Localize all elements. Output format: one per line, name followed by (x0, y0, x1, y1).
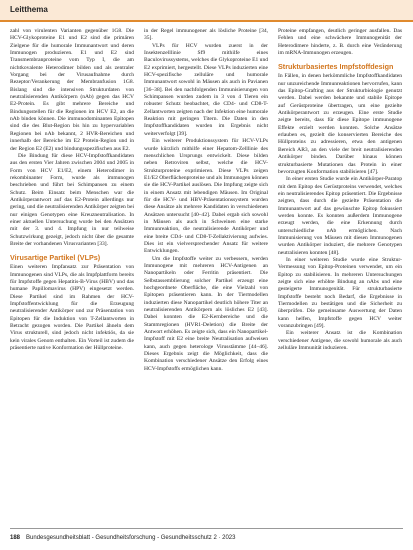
paragraph: zahl von virulenten Varianten gegenüber 1G8. Die HCV-Glykoproteine E1 und E2 sind die primären Zielgene für die humorale Immunantwort und deren Immunogen produzieren. E1 und E2 sind Transmembranproteine vom Typ I, die am nichtkovalente Heterodimer bilden und als zentraler Vorgang bei der Virusaufnahme durch Rezeptor/Verankerung der Membranfusion 1G8. Bislang sind die intensiven Strukturdaten von neutralisierenden Antikörpern (nAb) gegen das HCV E2-Protein. Es gibt mehrere Bereiche und Bindungsstellen für die Regionen im HCV E2, an die nAb binden können. Die immunodominanten Epitopen sind die des Blut-Region bis hin zu hypervariablen Regionen bei nAb bekannt, 2 HVR-Bereichen und innerhalb der Bereiche im E2 Protein-Region und in der Region E2 (E2) und bindungsspezifischen aus E2. (10, 28, 134, 152)
section-label: Leitthema (10, 5, 48, 14)
paragraph: Die Bindung für diese HCV-Impfstoffkandidaten aus den ersten Vier Jahren zwischen 2004 und 2005 in Form von HCV E1/E2, einem Heterodimer in rekombinanter Form, wurde als immunogen beschrieben und führt bei Schimpansen zu einem Schutz. Beim Einsatz beim Menschen war die Antikörperantwort auf das E2-Protein allerdings nur gering, und die neutralisierenden Antikörper zeigten bei nur einigen Genotypen eine Kreuzneutralisation. In einer aktuellen Untersuchung wurde bei den Ansätzen mit der 3. und 4. Impfung in nur teilweise Schutzwirkung gezeigt, jedoch nicht über die gesamte Breite der vorhandenen Virusvarianten [33]. (10, 152, 134, 247)
paragraph: Proteine empfangen, deutlich geringer ausfallen. Das Fehlen und eine schwächere Immunogenität der Heterodimere hinderte, z. B. durch eine Veränderung im mRNA-Immunogen erzeugen. (278, 28, 402, 57)
journal-citation: Bundesgesundheitsblatt - Gesundheitsforschung - Gesundheitsschutz 2 · 2023 (26, 535, 236, 541)
text-column-2 (144, 28, 268, 518)
paragraph: Um die Impfstoffe weiter zu verbessern, werden Immunogene mit mehreren HCV-Antigenen an Nanopartikeln oder Ferritin präsentiert. Die Selbstassemblierung solcher Partikel erzeugt eine hochgeordnete Oberfläche, die eine Vielzahl von Epitopen präsentieren kann. In der Tiermodellen induzierten diese Nanopartikel deutlich höhere Titer an neutralisierenden Antikörpern als lösliches E2 [43]. Dabei konnten die E2-Kernbereiche und die Stammregionen (HVR1-Deletion) die Breite der Antwort erhöhen. Es zeigte sich, dass ein Nanopartikel-Impfstoff mit E2 eine breite Neutralisation aufweisen kann, auch gegen heterologe Virusstämme [44–46]. Dieses Ergebnis zeigt die Möglichkeit, dass die Kombination verschiedener Ansätze den Erfolg eines HCV-Impfstoffs ermöglichen kann. (144, 255, 268, 372)
page-number: 188 (10, 535, 21, 541)
paragraph: Ein weiterer Ansatz ist die Kombination verschiedener Antigene, die sowohl humorale als auch zelluläre Immunität induzieren. (278, 330, 402, 352)
paragraph: In einer ersten Studie wurde ein Antikörper-Paratop mit dem Epitop des Gerüstproteins verwendet, welches ein neutralisierendes Epitop präsentiert. Die Ergebnisse zeigten, dass durch die gezielte Präsentation die Immunantwort auf das gewünschte Epitop fokussiert werden konnte. Es konnten außerdem Immunogene erzeugt werden, die eine Erkennung durch unterschiedliche nAb ermöglichen. Nach Immunisierung von Mäusen mit diesen Immunogenen wurden Antikörper induziert, die mehrere Genotypen neutralisieren konnten [48]. (278, 176, 402, 256)
header-rule (0, 20, 413, 22)
paragraph: In Fällen, in denen herkömmliche Impfstoffkandidaten nur unzureichende Immunreaktionen hervorrufen, kann das Epitop-Grafting aus der Strukturbiologie genutzt werden. Dabei werden bekannte und stabile Epitope auf Gerüstproteine übertragen, um eine gezielte Antikörperantwort zu erzeugen. Eine erste Studie zeigte bereits, dass für diese Epitope immunogene Effekte erzielt werden konnten. Solche Ansätze erlauben es, gezielt die konservierten Bereiche des Hüllproteins zu adressieren, etwa den antigenen Bereich AR3, an den viele der breit neutralisierenden Antikörper binden. Darüber hinaus können strukturbasierte Mutationen das Protein in einer bevorzugten Konformation stabilisieren [47]. (278, 73, 402, 175)
paragraph: in der Regel immunogener als lösliche Proteine [34, 35]. (144, 28, 268, 42)
section-heading: Virusartige Partikel (VLPs) (10, 253, 101, 263)
header-band (0, 0, 413, 20)
paragraph: VLPs für HCV wurden zuerst in der Insektenzelllinie Sf9 mithilfe eines Baculovirussystems, welches die Glykoproteine E1 und E2 exprimiert, hergestellt. Diese VLPs induzierten eine HCV-spezifische zelluläre und humorale Immunantwort sowohl in Mäusen als auch in Pavianen [36–38]. Bei den nachfolgenden Immunisierungen von Schimpansen wurden zudem in 3 von 4 Tieren ein robuster Schutz beobachtet, die CD4- und CD8-T-Zellantworten zeigten nach der Infektion eine humorale Reaktion mit geringen Titern. Die Daten in den Impfstoffkandidaten wurden im Ergebnis nicht weiterverfolgt [39]. (144, 42, 268, 137)
paragraph: Einen weiteren Impfansatz zur Präsentation von Immunogenen sind VLPs, die als Impfplattform bereits für Impfstoffe gegen Hepatitis-B-Virus (HBV) und das humane Papillomavirus (HPV) eingesetzt werden. Diese Partikel sind im Rahmen der HCV-Impfstoffentwicklung für die Erzeugung neutralisierender Antikörper und zur Präsentation von Epitopen für die Induktion von T-Zellantworten in Betracht gezogen worden. Die Partikel ähneln dem Virus strukturell, sind jedoch nicht infektiös, da sie kein virales Genom enthalten. Ein Vorteil ist zudem die präsentierte native Konformation der Hüllproteine. (10, 264, 134, 352)
footer-rule (10, 528, 403, 529)
text-column-1 (10, 28, 134, 518)
text-column-3 (278, 28, 402, 518)
section-heading: Strukturbasiertes Impfstoffdesign (278, 62, 394, 72)
paragraph: In einer weiteren Studie wurde eine Struktur-Vermessung von Epitop-Proteinen verwendet, um ein Epitop zu stabilisieren. In mehreren Untersuchungen zeigte sich eine erhöhte Bindung an nAbs und eine gesteigerte Immunogenität. Für strukturbasierte Impfstoffe besteht noch Bedarf, die Ergebnisse in Tiermodellen zu bestätigen und die Sicherheit zu überprüfen. Die gemeinsame Auswertung der Daten kann helfen, Impfstoffe gegen HCV weiter voranzubringen [49]. (278, 256, 402, 330)
footer (10, 535, 235, 541)
paragraph: Ein weiterer Produktionssystem für HCV-VLPs wurde kürzlich mithilfe einer Hepatom-Zelllinie des menschlichen Ursprungs entwickelt. Diese bilden neben Retroviren selbst, welche die HCV-Strukturproteine exprimieren. Diese VLPs zeigen E1/E2 Oberflächenproteine und als Immunogen können sie die HCV-Partikel auslösen. Die Impfung zeigte sich in einem Ansatz mit lebendigen Mäusen. Im Original für die HCV- und HBV-Präsentationssystem wurden diese Ansätze als mehrere Kandidaten in verschiedenen Ansätzen untersucht [40–42]. Dabei ergab sich sowohl in Mäusen als auch in Schweinen eine starke Immunreaktion, die neutralisierende Antikörper und eine breite CD4- und CD8-T-Zellaktivierung aufwies. Dies ist ein vielversprechender Ansatz für weitere Entwicklungen. (144, 138, 268, 255)
